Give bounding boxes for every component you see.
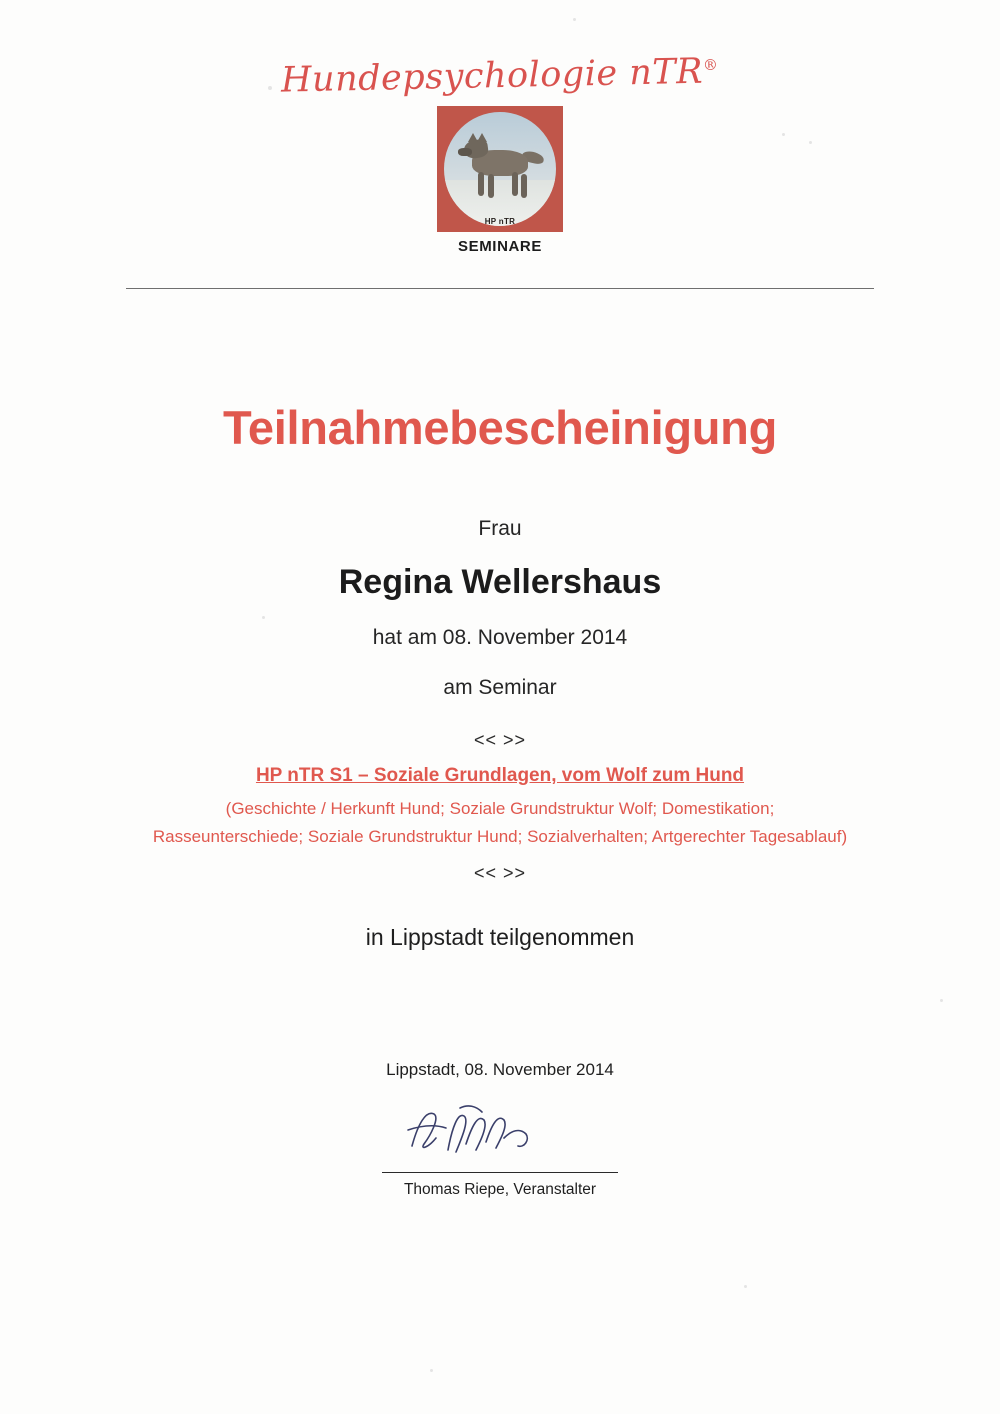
scan-speckle bbox=[940, 999, 943, 1002]
participation-line: in Lippstadt teilgenommen bbox=[365, 924, 635, 950]
chevron-open: << >> bbox=[473, 730, 527, 750]
header-subtitle: SEMINARE bbox=[458, 238, 542, 255]
wolf-leg bbox=[512, 172, 518, 196]
wolf-photo-icon bbox=[444, 112, 556, 226]
brand-name: Hundepsychologie nTR bbox=[280, 51, 704, 101]
scan-speckle bbox=[573, 18, 576, 21]
logo-image bbox=[437, 106, 563, 232]
signature-block bbox=[0, 1060, 1000, 1199]
logo-caption: HP nTR bbox=[484, 217, 516, 226]
course-title: HP nTR S1 – Soziale Grundlagen, vom Wolf zum Hund bbox=[255, 765, 745, 786]
wolf-snout bbox=[458, 148, 472, 156]
wolf-ear bbox=[477, 133, 487, 142]
registered-mark-icon: ® bbox=[702, 55, 719, 75]
page-title: Teilnahmebescheinigung bbox=[222, 401, 777, 454]
handwritten-signature-icon bbox=[0, 1094, 1000, 1172]
scan-speckle bbox=[430, 1369, 433, 1372]
certificate-body bbox=[0, 400, 1000, 951]
seminar-intro-line: am Seminar bbox=[443, 676, 557, 699]
wolf-leg bbox=[521, 174, 527, 198]
recipient-name: Regina Wellershaus bbox=[338, 563, 662, 601]
signatory-name: Thomas Riepe, Veranstalter bbox=[403, 1181, 597, 1198]
wolf-leg bbox=[488, 174, 494, 198]
signature-rule bbox=[382, 1172, 618, 1173]
course-detail-line-2: Rasseunterschiede; Soziale Grundstruktur Hund; Sozialverhalten; Artgerechter Tagesablauf) bbox=[152, 826, 848, 846]
wolf-leg bbox=[478, 172, 484, 196]
chevron-close: << >> bbox=[473, 863, 527, 883]
signature-place-date: Lippstadt, 08. November 2014 bbox=[386, 1060, 614, 1079]
brand-wordmark bbox=[281, 51, 719, 100]
document-header bbox=[0, 51, 1000, 255]
course-detail-line-1: (Geschichte / Herkunft Hund; Soziale Grundstruktur Wolf; Domestikation; bbox=[225, 799, 775, 818]
attendance-date-line: hat am 08. November 2014 bbox=[372, 626, 628, 649]
header-divider bbox=[126, 288, 874, 289]
salutation: Frau bbox=[478, 517, 522, 540]
scan-speckle bbox=[744, 1285, 747, 1288]
